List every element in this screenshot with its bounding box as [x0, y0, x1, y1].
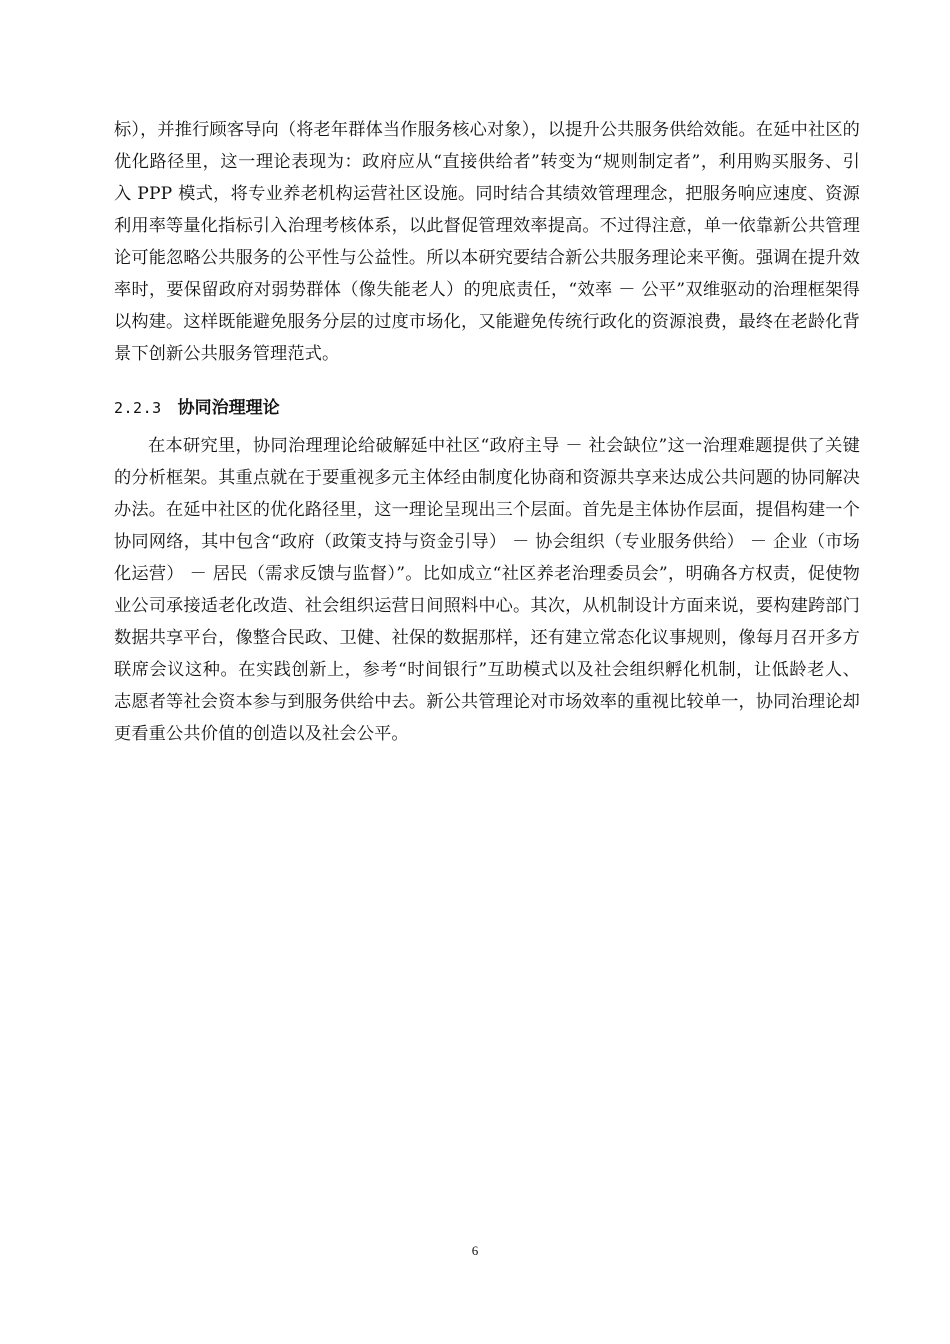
- section-number: 2.2.3: [114, 399, 162, 417]
- section-title: 协同治理理论: [177, 398, 280, 418]
- body-paragraph-collaborative-governance: 在本研究里，协同治理理论给破解延中社区“政府主导 － 社会缺位”这一治理难题提供了关键的分析框架。其重点就在于要重视多元主体经由制度化协商和资源共享来达成公共问题的协同解决办法。在延中社区的优化路径里，这一理论呈现出三个层面。首先是主体协作层面，提倡构建一个协同网络，其中包含“政府（政策支持与资金引导） － 协会组织（专业服务供给） － 企业（市场化运营） － 居民（需求反馈与监督）”。比如成立“社区养老治理委员会”，明确各方权责，促使物业公司承接适老化改造、社会组织运营日间照料中心。其次，从机制设计方面来说，要构建跨部门数据共享平台，像整合民政、卫健、社保的数据那样，还有建立常态化议事规则，像每月召开多方联席会议这种。在实践创新上，参考“时间银行”互助模式以及社会组织孵化机制，让低龄老人、志愿者等社会资本参与到服务供给中去。新公共管理论对市场效率的重视比较单一，协同治理论却更看重公共价值的创造以及社会公平。: [114, 436, 860, 744]
- body-paragraph-continued: 标），并推行顾客导向（将老年群体当作服务核心对象），以提升公共服务供给效能。在延中社区的优化路径里，这一理论表现为：政府应从“直接供给者”转变为“规则制定者”，利用购买服务、引入 PPP 模式，将专业养老机构运营社区设施。同时结合其绩效管理理念，把服务响应速度、资源利用率等量化指标引入治理考核体系，以此督促管理效率提高。不过得注意，单一依靠新公共管理论可能忽略公共服务的公平性与公益性。所以本研究要结合新公共服务理论来平衡。强调在提升效率时，要保留政府对弱势群体（像失能老人）的兜底责任，“效率 － 公平”双维驱动的治理框架得以构建。这样既能避免服务分层的过度市场化，又能避免传统行政化的资源浪费，最终在老龄化背景下创新公共服务管理范式。: [114, 120, 860, 364]
- section-heading: [114, 396, 860, 420]
- page-number: 6: [471, 1243, 479, 1258]
